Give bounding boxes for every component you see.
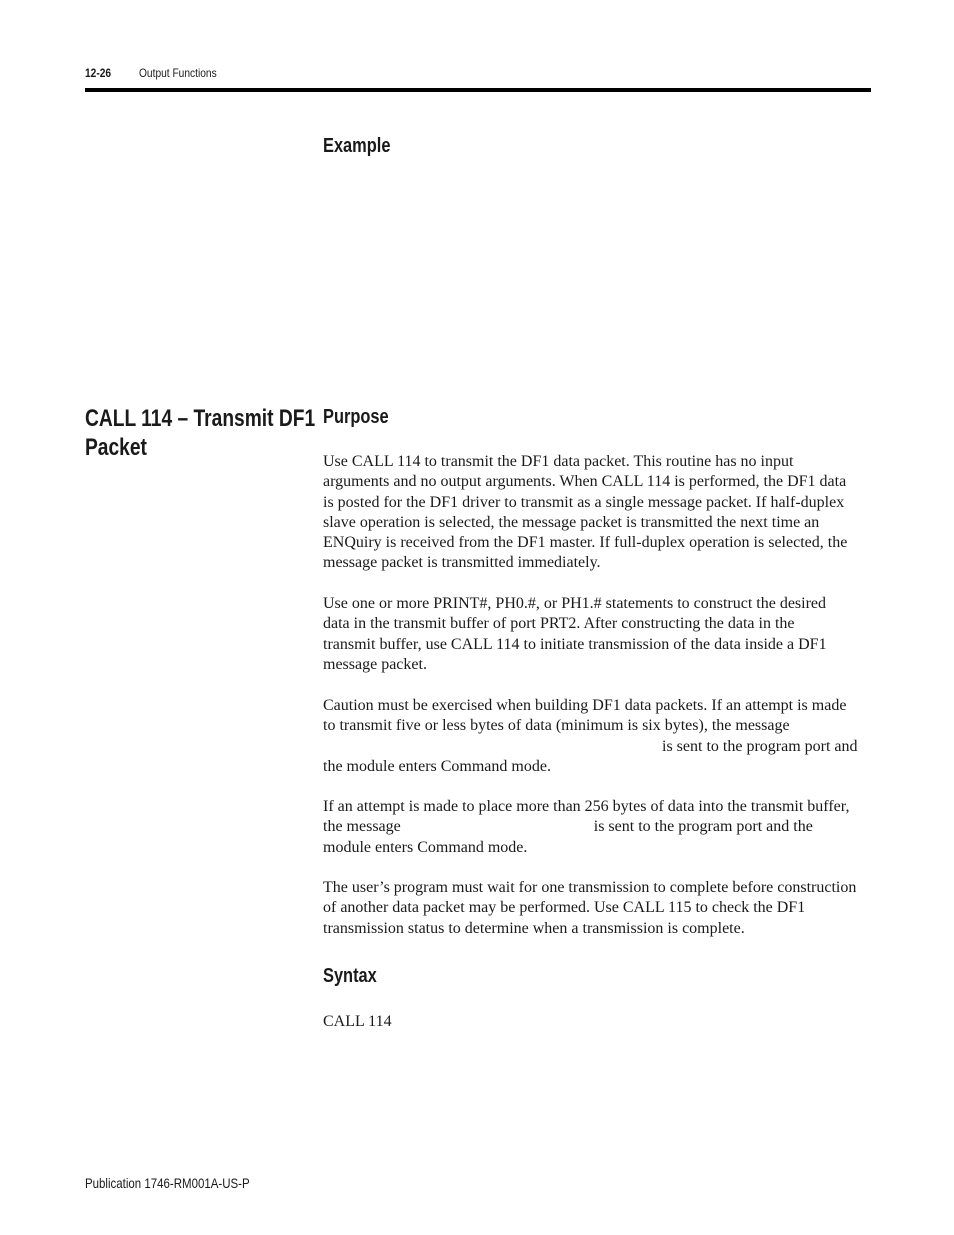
- call-114-title-line2: Packet: [85, 434, 147, 461]
- syntax-heading: Syntax: [323, 965, 377, 987]
- text-line: of another data packet may be performed. Use CALL 115 to check the DF1: [323, 899, 806, 917]
- text-line: Use CALL 114 to transmit the DF1 data packet. This routine has no input: [323, 453, 794, 470]
- text-line: [323, 817, 871, 837]
- running-header-section: Output Functions: [139, 66, 217, 80]
- syntax-code: [323, 1012, 871, 1032]
- purpose-heading: Purpose: [323, 406, 389, 428]
- text-line: is posted for the DF1 driver to transmit as a single message packet. If half-duplex: [323, 493, 845, 511]
- text-line: to transmit five or less bytes of data (minimum is six bytes), the message: [323, 717, 790, 735]
- text-line: slave operation is selected, the message packet is transmitted the next time an: [323, 513, 820, 531]
- text-line: message packet is transmitted immediately.: [323, 554, 601, 572]
- text-fragment: is sent to the program port and the: [593, 818, 813, 836]
- purpose-paragraph-2: [323, 594, 871, 675]
- page-number: 12-26: [85, 66, 112, 80]
- text-line: Use one or more PRINT#, PH0.#, or PH1.# statements to construct the desired: [323, 595, 827, 612]
- example-heading: Example: [323, 135, 391, 157]
- footer-publication: Publication 1746-RM001A-US-P: [85, 1175, 250, 1191]
- text-line: is sent to the program port and: [662, 737, 858, 755]
- text-line: ENQuiry is received from the DF1 master. If full-duplex operation is selected, the: [323, 534, 848, 552]
- text-line: transmission status to determine when a transmission is complete.: [323, 919, 745, 937]
- purpose-paragraph-4: [323, 797, 871, 858]
- call-114-title: [85, 404, 317, 462]
- text-line: module enters Command mode.: [323, 838, 528, 856]
- text-line: If an attempt is made to place more than 256 bytes of data into the transmit buffer,: [323, 798, 850, 815]
- purpose-paragraph-1: [323, 452, 871, 574]
- text-line: Caution must be exercised when building DF1 data packets. If an attempt is made: [323, 697, 847, 714]
- text-line: message packet.: [323, 655, 427, 673]
- text-line: the module enters Command mode.: [323, 757, 551, 775]
- text-line: The user’s program must wait for one transmission to complete before construction: [323, 879, 857, 896]
- purpose-paragraph-5: [323, 878, 871, 939]
- text-line: data in the transmit buffer of port PRT2. After constructing the data in the: [323, 615, 795, 633]
- text-line: CALL 114: [323, 1013, 392, 1030]
- purpose-paragraph-3: [323, 696, 871, 777]
- text-line: arguments and no output arguments. When CALL 114 is performed, the DF1 data: [323, 473, 847, 491]
- text-line: transmit buffer, use CALL 114 to initiate transmission of the data inside a DF1: [323, 635, 827, 653]
- text-fragment: the message: [323, 818, 401, 836]
- header-rule: [85, 88, 871, 92]
- call-114-title-line1: CALL 114 – Transmit DF1: [85, 405, 316, 432]
